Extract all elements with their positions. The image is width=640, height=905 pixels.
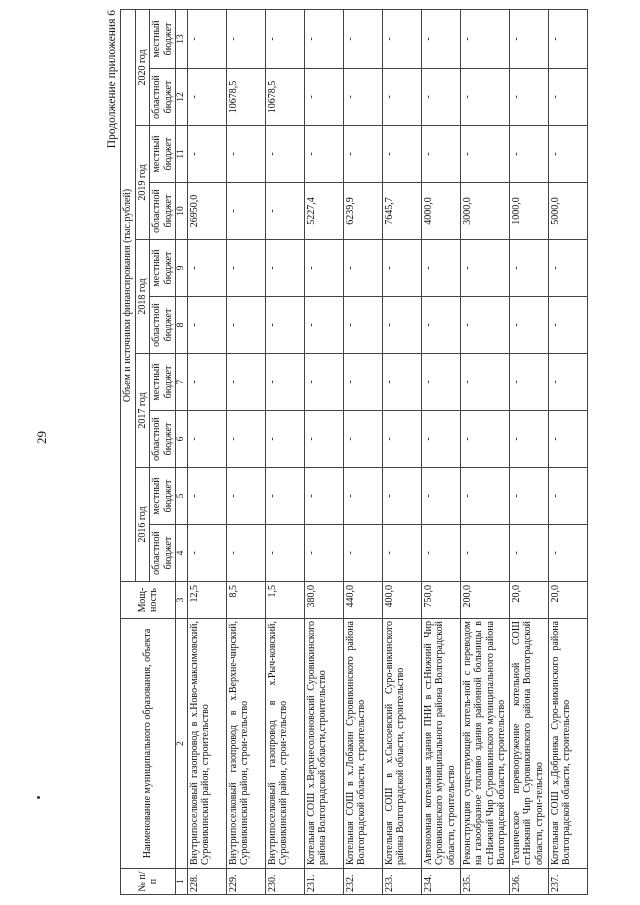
rotated-page-content — [106, 10, 639, 895]
local-budget-header: местный бюджет — [150, 468, 176, 525]
funding-value: 26950,0 — [187, 183, 226, 240]
power-value: 12,5 — [187, 582, 226, 619]
funding-value: - — [548, 240, 587, 297]
row-number: 237. — [548, 869, 587, 895]
funding-value: - — [548, 468, 587, 525]
funding-value: - — [421, 525, 460, 582]
funding-value: - — [265, 468, 304, 525]
row-number: 235. — [460, 869, 509, 895]
table-row — [509, 9, 548, 894]
funding-value: - — [509, 297, 548, 354]
funding-value: - — [343, 240, 382, 297]
funding-value: - — [226, 9, 265, 68]
funding-value: - — [382, 9, 421, 68]
funding-value: - — [509, 69, 548, 126]
row-number: 233. — [382, 869, 421, 895]
object-name: Техническое перевооружение котельной СОШ ст.Нижний Чир Суровикинского района Волгоградской области, строи-тельство — [509, 619, 548, 869]
year-header: 2017 год — [135, 354, 150, 468]
funding-value: - — [343, 525, 382, 582]
funding-value: - — [382, 354, 421, 411]
local-budget-header: местный бюджет — [150, 354, 176, 411]
column-index: 2 — [176, 619, 188, 869]
table-row — [187, 9, 226, 894]
column-index: 8 — [176, 297, 188, 354]
funding-value: - — [460, 126, 509, 183]
funding-value: - — [343, 9, 382, 68]
col-funding-header: Объем и источники финансирования (тыс.рублей) — [121, 9, 136, 581]
funding-value: - — [265, 183, 304, 240]
funding-value: - — [304, 126, 343, 183]
table-row — [304, 9, 343, 894]
funding-value: 1000,0 — [509, 183, 548, 240]
funding-value: - — [421, 411, 460, 468]
funding-value: - — [421, 69, 460, 126]
funding-value: - — [548, 69, 587, 126]
funding-value: 4000,0 — [421, 183, 460, 240]
funding-value: - — [304, 411, 343, 468]
funding-value: - — [460, 468, 509, 525]
column-index: 4 — [176, 525, 188, 582]
funding-value: - — [460, 411, 509, 468]
funding-value: - — [304, 9, 343, 68]
funding-value: - — [548, 354, 587, 411]
funding-value: - — [187, 411, 226, 468]
col-name-header: Наименование муниципального образования, объекта — [121, 619, 176, 869]
funding-value: - — [460, 9, 509, 68]
funding-value: - — [548, 525, 587, 582]
funding-value: - — [382, 525, 421, 582]
funding-value: - — [509, 468, 548, 525]
column-index: 11 — [176, 126, 188, 183]
column-index: 5 — [176, 468, 188, 525]
object-name: Котельная СОШ в х.Лобакин Суровикинского района Волгоградской области, строительство — [343, 619, 382, 869]
year-header: 2020 год — [135, 9, 150, 125]
funding-value: - — [265, 9, 304, 68]
table-row — [343, 9, 382, 894]
funding-value: - — [343, 411, 382, 468]
row-number: 232. — [343, 869, 382, 895]
object-name: Котельная СОШ в х.Сысоевский Суро-викинского района Волгоградской области, строительство — [382, 619, 421, 869]
scan-speck — [37, 796, 40, 799]
object-name: Котельная СОШ х.Верхнесолоновский Суровикинского района Волгоградской области,строительство — [304, 619, 343, 869]
row-number: 231. — [304, 869, 343, 895]
regional-budget-header: областной бюджет — [150, 183, 176, 240]
local-budget-header: местный бюджет — [150, 9, 176, 68]
funding-value: - — [509, 126, 548, 183]
power-value: 200,0 — [460, 582, 509, 619]
column-index: 7 — [176, 354, 188, 411]
funding-value: - — [382, 468, 421, 525]
table-row — [265, 9, 304, 894]
funding-value: - — [226, 126, 265, 183]
object-name: Котельная СОШ х.Добринка Суро-викинского района Волгоградской области, строительство — [548, 619, 587, 869]
funding-value: - — [304, 468, 343, 525]
funding-value: - — [421, 240, 460, 297]
funding-value: - — [343, 126, 382, 183]
funding-value: - — [304, 240, 343, 297]
regional-budget-header: областной бюджет — [150, 297, 176, 354]
funding-value: - — [548, 9, 587, 68]
local-budget-header: местный бюджет — [150, 126, 176, 183]
funding-value: - — [226, 297, 265, 354]
local-budget-header: местный бюджет — [150, 240, 176, 297]
funding-value: - — [421, 297, 460, 354]
funding-value: - — [226, 354, 265, 411]
power-value: 380,0 — [304, 582, 343, 619]
funding-value: - — [509, 525, 548, 582]
column-index: 6 — [176, 411, 188, 468]
funding-value: - — [382, 126, 421, 183]
appendix-heading: Продолжение приложения 6 — [106, 10, 118, 149]
funding-value: - — [187, 354, 226, 411]
power-value: 8,5 — [226, 582, 265, 619]
funding-value: 10678,5 — [265, 69, 304, 126]
funding-value: - — [509, 9, 548, 68]
table-row — [460, 9, 509, 894]
funding-value: - — [187, 240, 226, 297]
column-index: 12 — [176, 69, 188, 126]
funding-value: - — [226, 468, 265, 525]
column-index: 13 — [176, 9, 188, 68]
funding-value: - — [226, 525, 265, 582]
col-no-header: № п/п — [121, 869, 176, 895]
funding-value: - — [460, 69, 509, 126]
regional-budget-header: областной бюджет — [150, 525, 176, 582]
funding-value: - — [343, 69, 382, 126]
funding-value: 5227,4 — [304, 183, 343, 240]
column-index: 3 — [176, 582, 188, 619]
funding-value: - — [460, 297, 509, 354]
funding-value: - — [265, 525, 304, 582]
funding-value: - — [265, 411, 304, 468]
funding-value: - — [304, 354, 343, 411]
funding-value: - — [265, 240, 304, 297]
funding-value: - — [265, 354, 304, 411]
power-value: 400,0 — [382, 582, 421, 619]
funding-value: - — [265, 297, 304, 354]
regional-budget-header: областной бюджет — [150, 69, 176, 126]
power-value: 20,0 — [509, 582, 548, 619]
page-number: 29 — [34, 431, 49, 444]
column-index: 1 — [176, 869, 188, 895]
year-header: 2019 год — [135, 126, 150, 240]
funding-value: - — [187, 525, 226, 582]
funding-value: - — [548, 126, 587, 183]
row-number: 228. — [187, 869, 226, 895]
table-row — [226, 9, 265, 894]
funding-value: - — [343, 468, 382, 525]
funding-value: - — [509, 354, 548, 411]
funding-value: - — [382, 69, 421, 126]
funding-value: - — [226, 240, 265, 297]
funding-value: - — [187, 9, 226, 68]
funding-value: - — [187, 126, 226, 183]
funding-value: - — [548, 411, 587, 468]
column-index: 9 — [176, 240, 188, 297]
funding-value: - — [382, 297, 421, 354]
object-name: Внутрипоселковый газопровод в х.Рыч-ковский, Суровикинский район, строи-тельство — [265, 619, 304, 869]
funding-value: - — [460, 354, 509, 411]
funding-value: - — [187, 468, 226, 525]
funding-value: - — [460, 240, 509, 297]
funding-value: - — [421, 126, 460, 183]
object-name: Внутрипоселковый газопровод в х.Верхне-чирский, Суровикинский район, строи-тельство — [226, 619, 265, 869]
funding-value: - — [226, 183, 265, 240]
funding-value: - — [382, 411, 421, 468]
funding-value: - — [421, 9, 460, 68]
funding-value: - — [265, 126, 304, 183]
row-number: 234. — [421, 869, 460, 895]
funding-value: 7645,7 — [382, 183, 421, 240]
funding-value: 3000,0 — [460, 183, 509, 240]
year-header: 2016 год — [135, 468, 150, 582]
power-value: 440,0 — [343, 582, 382, 619]
funding-value: 10678,5 — [226, 69, 265, 126]
column-index: 10 — [176, 183, 188, 240]
funding-value: - — [548, 297, 587, 354]
funding-value: 6239,9 — [343, 183, 382, 240]
funding-value: - — [187, 297, 226, 354]
funding-value: - — [382, 240, 421, 297]
funding-value: - — [304, 525, 343, 582]
row-number: 229. — [226, 869, 265, 895]
funding-value: - — [421, 354, 460, 411]
power-value: 750,0 — [421, 582, 460, 619]
object-name: Реконструкция существующей котель-ной с переводом на газообразное топливо здания районной больницы в ст.Нижний Чир Суровикинского муниципального района Волгоградской области, строительство — [460, 619, 509, 869]
table-row — [548, 9, 587, 894]
power-value: 1,5 — [265, 582, 304, 619]
funding-value: - — [509, 411, 548, 468]
table-row — [382, 9, 421, 894]
funding-value: - — [226, 411, 265, 468]
financing-table — [120, 9, 588, 895]
row-number: 230. — [265, 869, 304, 895]
row-number: 236. — [509, 869, 548, 895]
col-power-header: Мощ-ность — [121, 582, 176, 619]
year-header: 2018 год — [135, 240, 150, 354]
funding-value: - — [509, 240, 548, 297]
funding-value: - — [304, 69, 343, 126]
funding-value: - — [304, 297, 343, 354]
funding-value: 5000,0 — [548, 183, 587, 240]
funding-value: - — [460, 525, 509, 582]
table-body — [187, 9, 587, 894]
funding-value: - — [343, 297, 382, 354]
regional-budget-header: областной бюджет — [150, 411, 176, 468]
power-value: 20,0 — [548, 582, 587, 619]
object-name: Автономная котельная здания ПНИ в ст.Нижний Чир Суровикинского муниципального района Волгоградской области, строительство — [421, 619, 460, 869]
funding-value: - — [343, 354, 382, 411]
funding-value: - — [187, 69, 226, 126]
table-row — [421, 9, 460, 894]
object-name: Внутрипоселковый газопровод в х.Ново-максимовский, Суровикинский район, строительство — [187, 619, 226, 869]
funding-value: - — [421, 468, 460, 525]
